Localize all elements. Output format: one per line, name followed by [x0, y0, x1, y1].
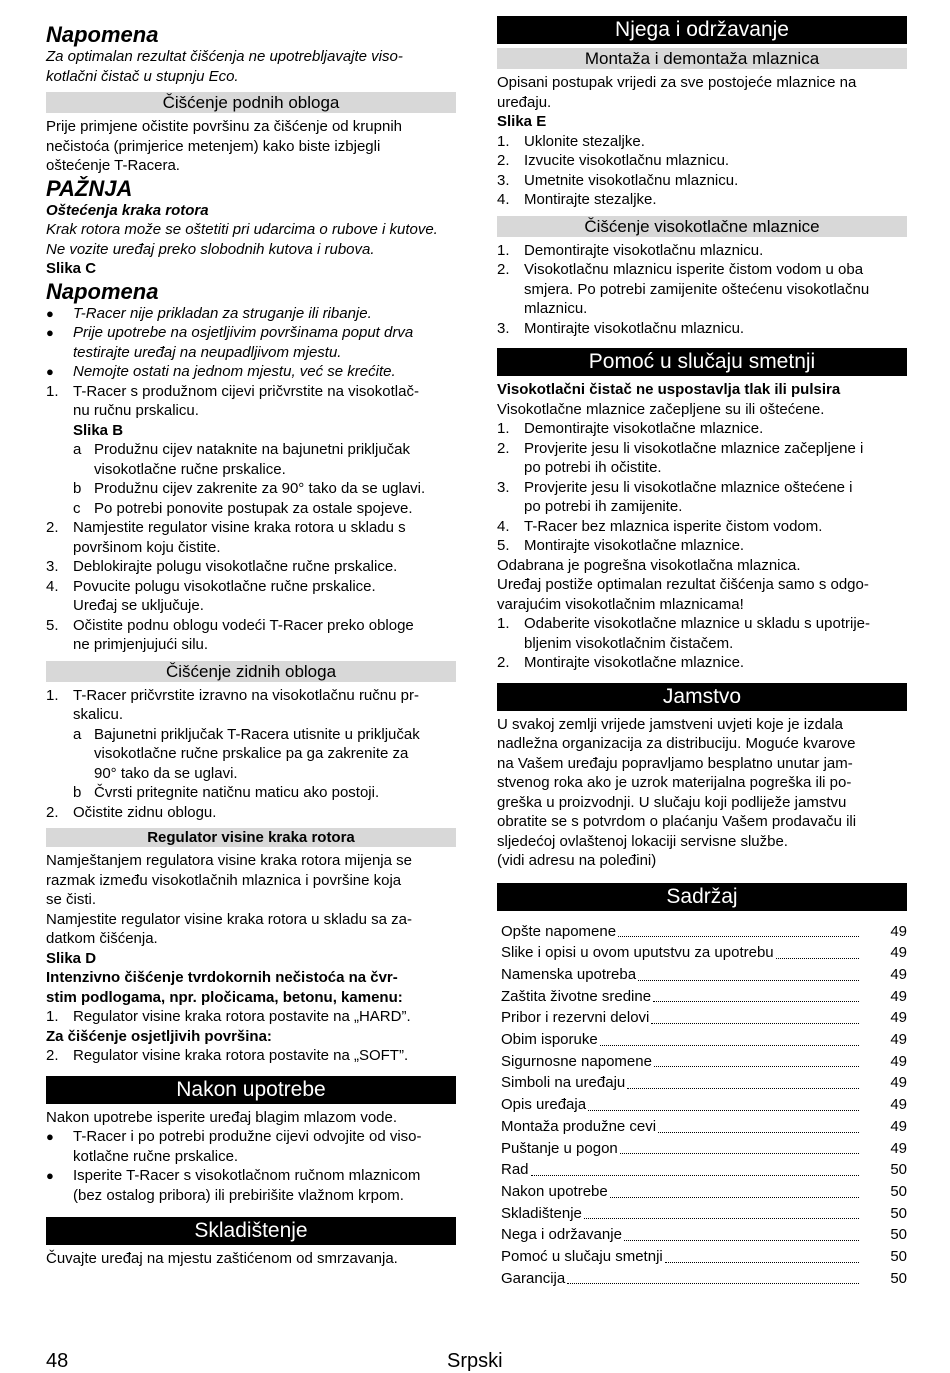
after-use-text: Nakon upotrebe isperite uređaj blagim mlazom vode. [46, 1108, 398, 1126]
note-bullet-item: ● Nemojte ostati na jednom mjestu, već se krećite. [46, 363, 396, 380]
toc-label: Nega i održavanje [501, 1226, 622, 1244]
floor-intro: Prije primjene očistite površinu za čišćenje od krupnih nečistoća (primjerice metenjem) kako biste izbjegli oštećenje T-Racera. [46, 118, 403, 174]
note-bullet-item: ● T-Racer nije prikladan za struganje ili ribanje. [46, 304, 372, 322]
toc-label: Simboli na uređaju [501, 1074, 626, 1092]
toc-label: Slike i opisi u ovom uputstvu za upotrebu [501, 944, 774, 962]
bullet-icon: ● [46, 1168, 54, 1183]
figure-ref-c: Slika C [46, 260, 97, 277]
toc-leader-dots [588, 1110, 859, 1111]
warning-text: Krak rotora može se oštetiti pri udarcima o rubove i kutove. Ne vozite uređaj preko slobodnih kutova i rubova. [46, 221, 438, 258]
toc-leader-dots [651, 1023, 859, 1024]
toc-leader-dots [600, 1045, 859, 1046]
note-heading-2: Napomena [46, 278, 159, 304]
language-label: Srpski [447, 1350, 503, 1372]
toc-row[interactable] [497, 942, 907, 964]
toc-page: 49 [890, 1117, 907, 1135]
nozzle-clean-step-item: 2. Visokotlačnu mlaznicu isperite čistom vodom u oba smjera. Po potrebi zamijenite oštećenu visokotlačnu mlaznicu. [497, 261, 870, 317]
toc-page: 50 [890, 1204, 907, 1222]
toc-row[interactable] [497, 1138, 907, 1160]
warning-subheading: Oštećenja kraka rotora [46, 201, 209, 219]
figure-ref-d: Slika D [46, 949, 97, 967]
wall-steps-list [46, 686, 456, 823]
trouble-step-item: 4. T-Racer bez mlaznica isperite čistom vodom. [497, 517, 823, 535]
toc-label: Zaštita životne sredine [501, 987, 652, 1005]
toc-row[interactable] [497, 1181, 907, 1203]
toc-row[interactable] [497, 964, 907, 986]
trouble-problem-heading: Visokotlačni čistač ne uspostavlja tlak ili pulsira [497, 381, 841, 398]
nozzle-clean-step-item: 1. Demontirajte visokotlačnu mlaznicu. [497, 241, 764, 259]
regulator-step-2: 2. Regulator visine kraka rotora postavite na „SOFT”. [46, 1047, 409, 1064]
toc-leader-dots [638, 980, 859, 981]
section-care-heading: Njega i održavanje [497, 16, 907, 44]
toc-label: Pomoć u slučaju smetnji [501, 1248, 663, 1266]
section-warranty-heading: Jamstvo [497, 683, 907, 711]
toc-page: 49 [890, 987, 907, 1005]
toc-page: 49 [890, 1074, 907, 1092]
storage-text: Čuvajte uređaj na mjestu zaštićenom od smrzavanja. [46, 1250, 398, 1267]
toc-label: Opis uređaja [501, 1096, 587, 1114]
floor-step-item: a Produžnu cijev nataknite na bajunetni priključak visokotlačne ručne prskalice. [73, 441, 411, 478]
toc-row[interactable] [497, 1094, 907, 1116]
section-storage-heading: Skladištenje [46, 1217, 456, 1245]
toc-leader-dots [653, 1001, 859, 1002]
section-floor-cleaning-heading: Čišćenje podnih obloga [46, 92, 456, 113]
trouble-step-item: 1. Demontirajte visokotlačne mlaznice. [497, 420, 764, 437]
regulator-step-1: 1. Regulator visine kraka rotora postavite na „HARD”. [46, 1008, 411, 1025]
toc-page: 50 [890, 1248, 907, 1266]
right-column [497, 16, 907, 1289]
subsection-nozzle-cleaning-heading: Čišćenje visokotlačne mlaznice [497, 216, 907, 237]
trouble-step-item: 2. Provjerite jesu li visokotlačne mlaznice začepljene i po potrebi ih očistite. [497, 439, 864, 476]
toc-label: Sigurnosne napomene [501, 1052, 652, 1070]
toc-row[interactable] [497, 1029, 907, 1051]
toc-leader-dots [658, 1132, 859, 1133]
section-contents-heading: Sadržaj [497, 883, 907, 911]
toc-page: 49 [890, 965, 907, 983]
trouble-step-b-item: 1. Odaberite visokotlačne mlaznice u skladu s upotrije- bljenim visokotlačnim čistačem. [497, 615, 871, 652]
toc-label: Nakon upotrebe [501, 1182, 608, 1200]
section-troubleshooting-heading: Pomoć u slučaju smetnji [497, 348, 907, 376]
section-wall-cleaning-heading: Čišćenje zidnih obloga [46, 661, 456, 682]
nozzle-cleaning-steps [497, 241, 907, 339]
toc-leader-dots [627, 1088, 859, 1089]
toc-leader-dots [624, 1240, 859, 1241]
regulator-soft-heading: Za čišćenje osjetljivih površina: [46, 1027, 272, 1045]
toc-label: Namenska upotreba [501, 965, 637, 983]
floor-step-item: b Produžnu cijev zakrenite za 90° tako da se uglavi. [73, 480, 426, 497]
toc-row[interactable] [497, 1051, 907, 1073]
nozzle-mount-step-item: 1. Uklonite stezaljke. [497, 132, 645, 150]
toc-page: 50 [890, 1226, 907, 1244]
toc-leader-dots [584, 1218, 859, 1219]
floor-step-item: 2. Namjestite regulator visine kraka rotora u skladu s površinom koju čistite. [46, 519, 406, 556]
note-bullet-list [46, 304, 456, 382]
warranty-text: U svakoj zemlji vrijede jamstveni uvjeti koje je izdala nadležna organizacija za distribuciju. Moguće kvarove na Vašem uređaju popravljamo besplatno unutar jam- stvenog roka ako je uzrok materijalna pogreška ili po- greška u proizvodnji. U slučaju koji podliježe jamstvu obratite se s potvrdom o plaćanju Vašem prodavaču ili sljedećoj ovlaštenoj lokaciji servisne službe. (vidi adresu na poleđini) [497, 715, 857, 869]
floor-step-item: Slika B [73, 421, 124, 439]
regulator-text-2: Namjestite regulator visine kraka rotora u skladu sa za- datkom čišćenja. [46, 910, 412, 947]
toc-leader-dots [618, 936, 859, 937]
regulator-hard-heading: Intenzivno čišćenje tvrdokornih nečistoća na čvr- stim podlogama, npr. pločicama, betonu, kamenu: [46, 969, 403, 1006]
nozzle-mount-step-item: 4. Montirajte stezaljke. [497, 191, 657, 208]
nozzle-clean-step-item: 3. Montirajte visokotlačnu mlaznicu. [497, 319, 745, 337]
toc-page: 50 [890, 1182, 907, 1200]
toc-row[interactable] [497, 1007, 907, 1029]
care-intro: Opisani postupak vrijedi za sve postojeće mlaznice na uređaju. [497, 74, 857, 111]
floor-step-item: 1. T-Racer s produžnom cijevi pričvrstite na visokotlač- nu ručnu prskalicu. [46, 382, 419, 419]
nozzle-mount-step-item: 3. Umetnite visokotlačnu mlaznicu. [497, 171, 739, 189]
bullet-icon: ● [46, 305, 54, 321]
toc-leader-dots [531, 1175, 859, 1176]
toc-page: 49 [890, 1139, 907, 1157]
after-use-bullets [46, 1127, 456, 1205]
toc-label: Montaža produžne cevi [501, 1117, 657, 1135]
toc-leader-dots [776, 958, 859, 959]
toc-label: Pribor i rezervni delovi [501, 1009, 650, 1027]
floor-step-item: c Po potrebi ponovite postupak za ostale spojeve. [73, 499, 413, 517]
warning-heading: PAŽNJA [46, 175, 133, 201]
floor-step-item: 4. Povucite polugu visokotlačne ručne prskalice. Uređaj se uključuje. [46, 577, 376, 614]
toc-row[interactable] [497, 1116, 907, 1138]
section-after-use-heading: Nakon upotrebe [46, 1076, 456, 1104]
trouble-step-item: 3. Provjerite jesu li visokotlačne mlaznice oštećene i po potrebi ih zamijenite. [497, 478, 853, 515]
toc-label: Opšte napomene [501, 922, 617, 940]
toc-page: 50 [890, 1269, 907, 1287]
toc-page: 49 [890, 944, 907, 962]
trouble-steps-1 [497, 419, 907, 556]
toc-leader-dots [610, 1197, 859, 1198]
note-text: Za optimalan rezultat čišćenja ne upotrebljavajte viso- kotlačni čistač u stupnju Eco. [46, 48, 403, 85]
wall-step-item: b Čvrsti pritegnite natičnu maticu ako postoji. [73, 784, 380, 801]
toc-leader-dots [567, 1283, 859, 1284]
bullet-icon: ● [46, 325, 54, 340]
trouble-cause-text-2: Odabrana je pogrešna visokotlačna mlaznica. Uređaj postiže optimalan rezultat čišćenja samo s odgo- varajućim visokotlačnim mlaznicama! [497, 556, 869, 613]
toc-label: Rad [501, 1161, 529, 1179]
wall-step-item: 2. Očistite zidnu oblogu. [46, 803, 217, 821]
toc-label: Skladištenje [501, 1204, 582, 1222]
toc-row[interactable] [497, 921, 907, 943]
table-of-contents [497, 921, 907, 1290]
toc-leader-dots [654, 1066, 859, 1067]
trouble-step-item: 5. Montirajte visokotlačne mlaznice. [497, 537, 745, 554]
floor-steps-list [46, 382, 456, 655]
toc-row[interactable] [497, 1159, 907, 1181]
trouble-cause-text: Visokotlačne mlaznice začepljene su ili oštećene. [497, 400, 825, 418]
toc-page: 49 [890, 1096, 907, 1114]
toc-page: 49 [890, 922, 907, 940]
trouble-step-b-item: 2. Montirajte visokotlačne mlaznice. [497, 654, 745, 671]
toc-row[interactable] [497, 986, 907, 1008]
section-regulator-heading: Regulator visine kraka rotora [46, 828, 456, 847]
floor-step-item: 5. Očistite podnu oblogu vodeći T-Racer preko obloge ne primjenjujući silu. [46, 616, 414, 653]
nozzle-mount-step-item: 2. Izvucite visokotlačnu mlaznicu. [497, 152, 730, 169]
toc-label: Obim isporuke [501, 1031, 598, 1049]
page-number: 48 [46, 1350, 69, 1372]
bullet-icon: ● [46, 364, 54, 379]
floor-step-item: 3. Deblokirajte polugu visokotlačne ručne prskalice. [46, 558, 398, 575]
toc-label: Puštanje u pogon [501, 1139, 618, 1157]
toc-leader-dots [620, 1153, 859, 1154]
nozzle-mounting-steps [497, 132, 907, 210]
toc-page: 49 [890, 1031, 907, 1049]
regulator-text-1: Namještanjem regulatora visine kraka rotora mijenja se razmak između visokotlačnih mlaznica i površine koja se čisti. [46, 852, 412, 908]
toc-page: 49 [890, 1052, 907, 1070]
subsection-nozzle-mounting-heading: Montaža i demontaža mlaznica [497, 48, 907, 69]
trouble-steps-2 [497, 614, 907, 673]
toc-row[interactable] [497, 1224, 907, 1246]
toc-row[interactable] [497, 1246, 907, 1268]
wall-step-item: a Bajunetni priključak T-Racera utisnite u priključak visokotlačne ručne prskalice pa ga zakrenite za 90° tako da se uglavi. [73, 725, 420, 782]
wall-step-item: 1. T-Racer pričvrstite izravno na visokotlačnu ručnu pr- skalicu. [46, 686, 419, 723]
note-heading: Napomena [46, 22, 159, 47]
toc-label: Garancija [501, 1269, 566, 1287]
note-bullet-item: ● Prije upotrebe na osjetljivim površinama poput drva testirajte uređaj na neupadljivom mjestu. [46, 324, 414, 361]
toc-row[interactable] [497, 1072, 907, 1094]
after-use-bullet-item: ● Isperite T-Racer s visokotlačnom ručnom mlaznicom (bez ostalog pribora) ili prebirišite vlažnom krpom. [46, 1167, 421, 1204]
toc-row[interactable] [497, 1203, 907, 1225]
figure-ref-e: Slika E [497, 113, 547, 130]
after-use-bullet-item: ● T-Racer i po potrebi produžne cijevi odvojite od viso- kotlačne ručne prskalice. [46, 1128, 422, 1165]
toc-row[interactable] [497, 1268, 907, 1290]
toc-leader-dots [665, 1262, 859, 1263]
toc-page: 50 [890, 1161, 907, 1179]
bullet-icon: ● [46, 1129, 54, 1144]
toc-page: 49 [890, 1009, 907, 1027]
left-column [46, 22, 456, 1269]
